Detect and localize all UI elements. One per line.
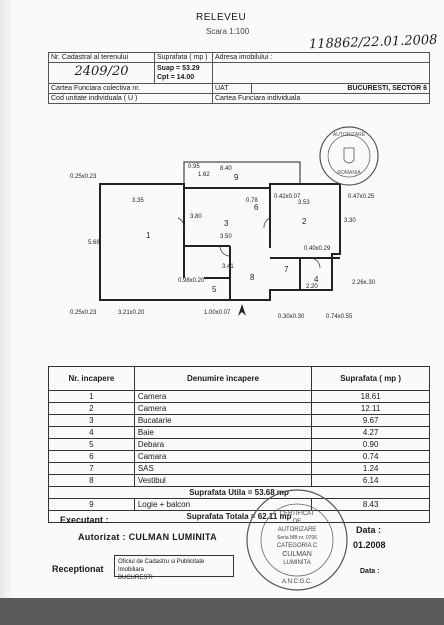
row-nr: 3 (49, 415, 135, 427)
row-name: Camara (134, 451, 311, 463)
address-label: Adresa imobilului : (213, 53, 430, 63)
receptionat-box-line1: Oficiul de Cadastru si Publicitate Imobiliara (118, 559, 205, 573)
table-row (49, 463, 430, 475)
table-row (49, 451, 430, 463)
row-name: Logie + balcon (134, 499, 311, 511)
total-area: Suprafata Totala = 62.11 mp (49, 511, 430, 523)
row-name: Camera (134, 391, 311, 403)
dim-left-room: 3.35 (132, 198, 144, 204)
stamp1-text: ROMANIA (337, 170, 361, 176)
dim-left-height: 5.68 (88, 240, 100, 246)
stamp2-line6: CULMAN (282, 551, 312, 558)
room-number-2: 2 (302, 217, 307, 226)
usable-area-total: Suprafata Utila = 53.68 mp (49, 487, 430, 499)
room-number-9: 9 (234, 173, 239, 182)
row-nr: 2 (49, 403, 135, 415)
row-area: 9.67 (312, 415, 430, 427)
table-row (49, 427, 430, 439)
room-number-3: 3 (224, 219, 229, 228)
stamp2-line8: A.N.C.G.C. (281, 579, 313, 585)
authorization-stamp (242, 485, 352, 595)
coat-of-arms-icon (344, 148, 354, 163)
dim-d9: 0.78 (246, 198, 258, 204)
dim-d7: 2.20 (306, 284, 318, 290)
handwritten-reference: 118862/22.01.2008 (308, 32, 438, 53)
row-nr: 4 (49, 427, 135, 439)
area-label: Suprafata ( mp ) (155, 53, 213, 63)
row-nr: 7 (49, 463, 135, 475)
table-row (49, 403, 430, 415)
cod-unitate-label: Cod unitate individuala ( U ) (49, 94, 213, 104)
row-area: 18.61 (312, 391, 430, 403)
row-nr: 8 (49, 475, 135, 487)
room-number-7: 7 (284, 265, 289, 274)
row-area: 12.11 (312, 403, 430, 415)
stamp2-line7: LUMINITA (283, 560, 311, 566)
uat-label: UAT (213, 84, 252, 94)
col-header-nr: Nr. incapere (49, 367, 135, 391)
col-header-area: Suprafata ( mp ) (312, 367, 430, 391)
dim-d8: 2.26x.30 (352, 280, 376, 286)
dim-d6: 0.95 (188, 164, 200, 170)
cf-colectiva-label: Cartea Funciara colectiva nr. (49, 84, 213, 94)
dim-top-total: 8.40 (220, 166, 232, 172)
dim-bal-left: 0.25x0.23 (70, 174, 97, 180)
row-name: Vestibul (134, 475, 311, 487)
room-number-5: 5 (212, 285, 217, 294)
official-stamp-top (317, 124, 381, 188)
table-row (49, 391, 430, 403)
door-arc-3 (220, 246, 230, 256)
cadastral-value: 2409/20 (74, 64, 129, 79)
dim-d3: 0.98x0.20 (178, 278, 205, 284)
dim-right-room: 3.53 (298, 200, 310, 206)
col-header-name: Denumire incapere (134, 367, 311, 391)
dim-bot3: 1.00x0.07 (204, 310, 231, 316)
dim-d1: 0.42x0.07 (274, 194, 301, 200)
row-area: 8.43 (312, 499, 430, 511)
room-number-8: 8 (250, 273, 255, 282)
room-number-1: 1 (146, 231, 151, 240)
table-row (49, 415, 430, 427)
row-nr: 1 (49, 391, 135, 403)
row-name: Baie (134, 427, 311, 439)
room-number-6: 6 (254, 203, 259, 212)
dim-bot5: 0.74x0.55 (326, 314, 353, 320)
stamp2-line5: CATEGORIA C (276, 543, 318, 549)
entrance-arrow (238, 304, 246, 316)
row-name: Camera (134, 403, 311, 415)
date-label-2: Data : (360, 568, 380, 575)
receptionat-box-line2: BUCURESTI (118, 575, 153, 581)
dim-bot2: 3.21x0.20 (118, 310, 145, 316)
rooms-table (48, 366, 430, 523)
cf-individuala-label: Cartea Funciara individuala (213, 94, 430, 104)
row-area: 6.14 (312, 475, 430, 487)
address-value (213, 63, 430, 84)
receptionat-box (114, 555, 234, 581)
dim-bal-right: 0.47x0.25 (348, 194, 375, 200)
dim-bot4: 0.30x0.30 (278, 314, 305, 320)
row-name: Bucatarie (134, 415, 311, 427)
stamp2-line1: CERTIFICAT (279, 511, 315, 517)
date-value: 01.2008 (353, 540, 386, 550)
door-arc-4 (310, 258, 320, 268)
cadastral-info-table (48, 52, 430, 104)
authorized-person: Autorizat : CULMAN LUMINITA (78, 532, 217, 542)
dim-d5: 1.62 (198, 172, 210, 178)
date-label: Data : (356, 525, 382, 535)
row-name: Debara (134, 439, 311, 451)
uat-value: BUCURESTI, SECTOR 6 (251, 84, 429, 94)
table-row (49, 499, 430, 511)
row-area: 4.27 (312, 427, 430, 439)
stamp2-line3: AUTORIZARE (277, 527, 317, 533)
row-nr: 5 (49, 439, 135, 451)
dim-d2: 0.40x0.29 (304, 246, 331, 252)
dim-d4: 3.41 (222, 264, 234, 270)
receptionat-label: Receptionat (52, 564, 104, 574)
table-row (49, 475, 430, 487)
row-name: SAS (134, 463, 311, 475)
stamp2-line4: Seria MB nr. 0706 (276, 535, 318, 541)
stamp1-ring-text: AUTORIZARE (332, 132, 366, 138)
dim-mid-height: 3.80 (190, 214, 202, 220)
scale-label: Scara 1:100 (206, 27, 250, 36)
dim-mid: 3.50 (220, 234, 232, 240)
suap-value: Suap = 53.29 (157, 65, 200, 72)
row-area: 1.24 (312, 463, 430, 475)
dim-bot1: 0.25x0.23 (70, 310, 97, 316)
table-row (49, 439, 430, 451)
row-nr: 6 (49, 451, 135, 463)
page-title: RELEVEU (196, 12, 247, 23)
dim-right-height: 3.30 (344, 218, 356, 224)
scan-bottom-band (0, 598, 444, 625)
row-nr: 9 (49, 499, 135, 511)
cpt-value: Cpt = 14.00 (157, 74, 195, 81)
row-area: 0.74 (312, 451, 430, 463)
stamp2-line2: DE (292, 519, 302, 525)
scan-edge (0, 0, 12, 625)
room-number-4: 4 (314, 275, 319, 284)
row-area: 0.90 (312, 439, 430, 451)
cadastral-label: Nr. Cadastral al terenului (49, 53, 155, 63)
executant-label: Executant : (60, 515, 109, 525)
